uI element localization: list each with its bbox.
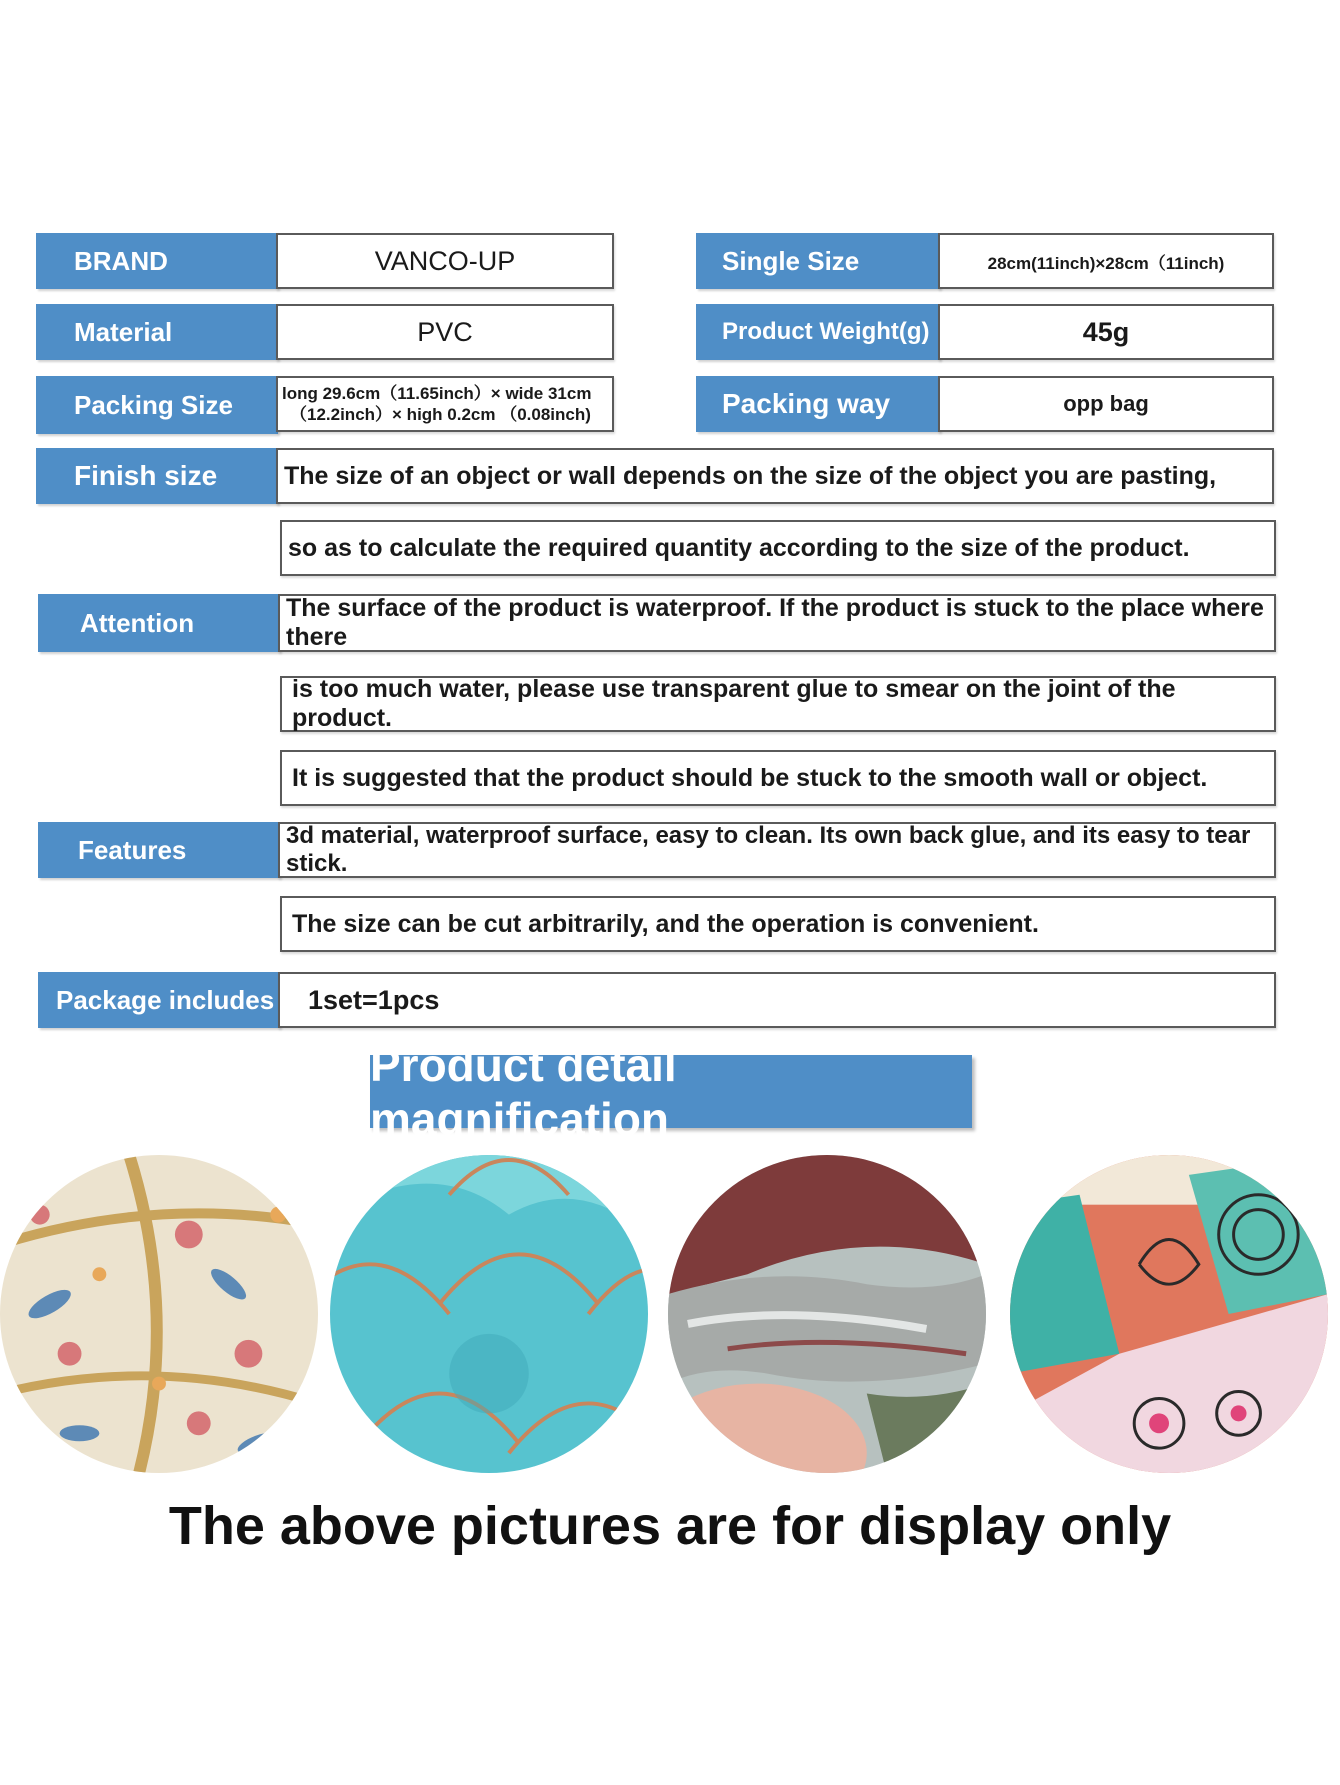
packing-size-line-1: long 29.6cm（11.65inch）× wide 31cm bbox=[282, 384, 592, 403]
marble-texture-image bbox=[668, 1155, 986, 1473]
weight-label: Product Weight(g) bbox=[696, 304, 940, 360]
packing-size-line-2: （12.2inch）× high 0.2cm （0.08inch) bbox=[290, 405, 591, 424]
floral-pattern-svg bbox=[0, 1155, 318, 1473]
attention-line: It is suggested that the product should be stuck to the smooth wall or object. bbox=[280, 750, 1276, 806]
teal-scales-svg bbox=[330, 1155, 648, 1473]
brand-label: BRAND bbox=[36, 233, 278, 289]
single-size-value: 28cm(11inch)×28cm（11inch) bbox=[938, 233, 1274, 289]
material-label: Material bbox=[36, 304, 278, 360]
single-size-label: Single Size bbox=[696, 233, 940, 289]
package-includes-value: 1set=1pcs bbox=[278, 972, 1276, 1028]
packing-way-value: opp bag bbox=[938, 376, 1274, 432]
features-line: The size can be cut arbitrarily, and the operation is convenient. bbox=[280, 896, 1276, 952]
display-only-disclaimer: The above pictures are for display only bbox=[168, 1496, 1172, 1556]
finish-size-label: Finish size bbox=[36, 448, 278, 504]
marble-texture-svg bbox=[668, 1155, 986, 1473]
attention-line: is too much water, please use transparent glue to smear on the joint of the product. bbox=[280, 676, 1276, 732]
brand-value: VANCO-UP bbox=[276, 233, 614, 289]
features-label: Features bbox=[38, 822, 280, 878]
weight-value: 45g bbox=[938, 304, 1274, 360]
detail-magnification-banner: Product detail magnification bbox=[370, 1055, 972, 1128]
packing-size-label: Packing Size bbox=[36, 376, 278, 434]
material-value: PVC bbox=[276, 304, 614, 360]
packing-way-label: Packing way bbox=[696, 376, 940, 432]
mandala-tile-svg bbox=[1010, 1155, 1328, 1473]
finish-size-line: so as to calculate the required quantity according to the size of the product. bbox=[280, 520, 1276, 576]
attention-label: Attention bbox=[38, 594, 280, 652]
packing-size-value bbox=[276, 376, 614, 432]
attention-line: The surface of the product is waterproof. If the product is stuck to the place where there bbox=[278, 594, 1276, 652]
teal-scales-image bbox=[330, 1155, 648, 1473]
finish-size-line: The size of an object or wall depends on the size of the object you are pasting, bbox=[276, 448, 1274, 504]
package-includes-label: Package includes bbox=[38, 972, 280, 1028]
features-line: 3d material, waterproof surface, easy to clean. Its own back glue, and its easy to tear stick. bbox=[278, 822, 1276, 878]
mandala-tile-image bbox=[1010, 1155, 1328, 1473]
floral-pattern-image bbox=[0, 1155, 318, 1473]
